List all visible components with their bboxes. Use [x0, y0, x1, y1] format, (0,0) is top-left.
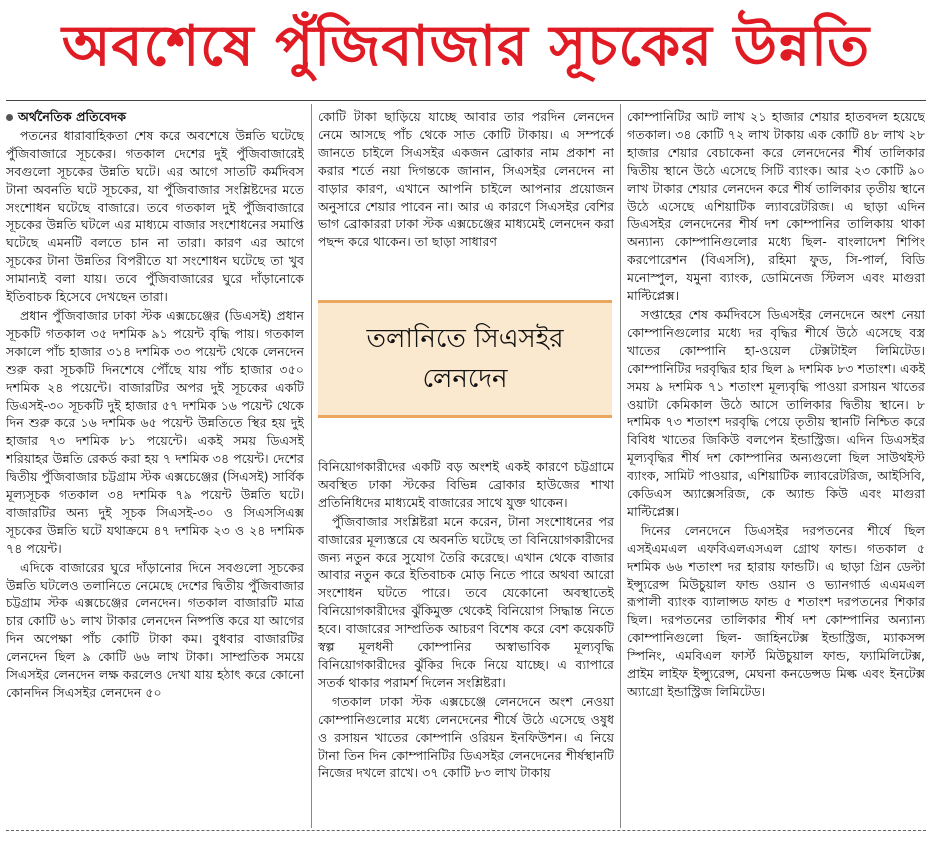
paragraph: দিনের লেনদেনে ডিএসইর দরপতনের শীর্ষে ছিল এসইএমএল এফবিএলএসএল গ্রোথ ফান্ড। গতকাল ৫ দশমিক ৬৬ শতাংশ দর হারায় ফান্ডটি। এ ছাড়া গ্রিন ডেল্টা ইন্স্যুরেন্স মিউচুয়াল ফান্ড ওয়ান ও ভ্যানগার্ড এএমএল রূপালী ব্যাংক ব্যালান্সড ফান্ড ৫ শতাংশ দরপতনের শিকার ছিল। দরপতনের তালিকার শীর্ষ দশ কোম্পানির অন্যান্য কোম্পানিগুলো ছিল- জাহিনটেক্স ইন্ডাস্ট্রিজ, ম্যাকসন্স স্পিনিং, এমবিএল ফার্স্ট মিউচুয়াল ফান্ড, ফ্যামিলিটেক্স, প্রাইম লাইফ ইন্স্যুরেন্স, মেঘনা কনডেন্সড মিল্ক এবং ইনটেক্স অ্যাগ্রো ইন্ডাস্ট্রিজ লিমিটেড। [627, 522, 925, 699]
paragraph: প্রধান পুঁজিবাজার ঢাকা স্টক এক্সচেঞ্জের (ডিএসই) প্রধান সূচকটি গতকাল ৩৫ দশমিক ৯১ পয়েন্ট বৃদ্ধি পায়। গতকাল সকালে পাঁচ হাজার ৩১৪ দশমিক ৩৩ পয়েন্ট থেকে লেনদেন শুরু করা সূচকটি দিনশেষে পৌঁছে যায় পাঁচ হাজার ৩৫০ দশমিক ২৪ পয়েন্টে। বাজারটির অপর দুই সূচকের একটি ডিএসই-৩০ সূচকটি দুই হাজার ৫৭ দশমিক ১৬ পয়েন্ট থেকে দিন শুরু করে ১৬ দশমিক ৬৫ পয়েন্ট উন্নতিতে স্থির হয় দুই হাজার ৭৩ দশমিক ৮১ পয়েন্টে। একই সময় ডিএসই শরিয়াহর উন্নতি রেকর্ড করা হয় ৭ দশমিক ৩৪ পয়েন্ট। দেশের দ্বিতীয় পুঁজিবাজার চট্টগ্রাম স্টক এক্সচেঞ্জের (সিএসই) সার্বিক মূল্যসূচক গতকাল ৩৪ দশমিক ৭৯ পয়েন্ট উন্নতি ঘটে। বাজারটির অন্য দুই সূচক সিএসই-৩০ ও সিএসসিএক্স সূচকের উন্নতি ঘটে যথাক্রমে ৪৭ দশমিক ২৩ ও ২৪ দশমিক ৭৪ পয়েন্ট। [6, 307, 304, 556]
article-column-2-bottom [318, 458, 614, 834]
pull-quote-text: তলানিতে সিএসইর লেনদেন [366, 324, 564, 394]
paragraph: গতকাল ঢাকা স্টক এক্সচেঞ্জে লেনদেনে অংশ নেওয়া কোম্পানিগুলোর মধ্যে লেনদেনের শীর্ষে উঠে এসেছে ওষুধ ও রসায়ন খাতের কোম্পানি ওরিয়ন ইনফিউশন। এ নিয়ে টানা তিন দিন কোম্পানিটির ডিএসইর লেনদেনের শীর্ষস্থানটি নিজের দখলে রাখে। ৩৭ কোটি ৮৩ লাখ টাকায় [318, 693, 614, 781]
paragraph: পুঁজিবাজার সংশ্লিষ্টরা মনে করেন, টানা সংশোধনের পর বাজারের মূল্যস্তরে যে অবনতি ঘটেছে তা বিনিয়োগকারীদের জন্য নতুন করে সুযোগ তৈরি করেছে। এখান থেকে বাজার আবার নতুন করে ইতিবাচক মোড় নিতে পারে অথবা আরো সংশোধন ঘটতে পারে। তবে যেকোনো অবস্থাতেই বিনিয়োগকারীদের ঝুঁকিমুক্ত থেকেই বিনিয়োগ সিদ্ধান্ত নিতে হবে। বাজারের সাম্প্রতিক আচরণ বিশেষ করে বেশ কয়েকটি স্বল্প মূলধনী কোম্পানির অস্বাভাবিক মূল্যবৃদ্ধি বিনিয়োগকারীদের ঝুঁকির দিকে নিয়ে যাচ্ছে। এ ব্যাপারে সতর্ক থাকার পরামর্শ দিলেন সংশ্লিষ্টরা। [318, 513, 614, 690]
article-column-2-top [318, 108, 614, 278]
pull-quote-box [318, 300, 612, 418]
article-column-1 [6, 108, 304, 824]
byline: অর্থনৈতিক প্রতিবেদক [18, 109, 127, 124]
paragraph: কোটি টাকা ছাড়িয়ে যাচ্ছে আবার তার পরদিন লেনদেন নেমে আসছে পাঁচ থেকে সাত কোটি টাকায়। এ সম্পর্কে জানতে চাইলে সিএসইর একজন ব্রোকার নাম প্রকাশ না করার শর্তে নয়া দিগন্তকে জানান, সিএসইর লেনদেন না বাড়ার কারণ, এখানে আপনি চাইলে আপনার প্রয়োজন অনুসারে শেয়ার পাবেন না। আর এ কারণে সিএসইর বেশির ভাগ ব্রোকাররা ঢাকা স্টক এক্সচেঞ্জের মাধ্যমেই লেনদেন করা পছন্দ করে থাকেন। তা ছাড়া সাধারণ [318, 109, 614, 250]
paragraph: পতনের ধারাবাহিকতা শেষ করে অবশেষে উন্নতি ঘটেছে পুঁজিবাজারে সূচকের। গতকাল দেশের দুই পুঁজিবাজারেই সবগুলো সূচকের উন্নতি ঘটে। এর আগে সাতটি কর্মদিবস টানা অবনতি ঘটে সূচকের, যা পুঁজিবাজার সংশ্লিষ্টদের মতে সংশোধন ঘটেছে বাজারে। তবে গতকাল দুই পুঁজিবাজারে সূচকের উন্নতি ঘটলে এর মাধ্যমে বাজার সংশোধনের সমাপ্তি ঘটেছে এমনটি বলতে চান না তারা। কারণ এর আগে সূচকের টানা উন্নতির বিপরীতে যা সংশোধন ঘটেছে তা খুব সামান্যই বলা যায়। তবে পুঁজিবাজারের ঘুরে দাঁড়ানোকে ইতিবাচক হিসেবে দেখছেন তারা। [6, 127, 304, 305]
column-divider [311, 104, 312, 828]
article-headline: অবশেষে পুঁজিবাজার সূচকের উন্নতি [61, 13, 871, 79]
paragraph: বিনিয়োগকারীদের একটি বড় অংশই একই কারণে চট্টগ্রামে অবস্থিত ঢাকা স্টকের বিভিন্ন ব্রোকার হাউজের শাখা প্রতিনিধিদের মাধ্যমেই বাজারের সাথে যুক্ত থাকেন। [318, 459, 614, 510]
paragraph: সপ্তাহের শেষ কর্মদিবসে ডিএসইর লেনদেনে অংশ নেয়া কোম্পানিগুলোর মধ্যে দর বৃদ্ধির শীর্ষে উঠে এসেছে বস্ত্র খাতের কোম্পানি হা-ওয়েল টেক্সটাইল লিমিটেড। কোম্পানিটির দরবৃদ্ধির হার ছিল ৯ দশমিক ৮৩ শতাংশ। একই সময় ৯ দশমিক ৭১ শতাংশ মূল্যবৃদ্ধি পাওয়া রসায়ন খাতের ওয়াটা কেমিকাল উঠে আসে তালিকার দ্বিতীয় স্থানে। ৮ দশমিক ৭৩ শতাংশ দরবৃদ্ধি পেয়ে তৃতীয় স্থানটি নিশ্চিত করে বিবিধ খাতের জিকিউ বলপেন ইন্ডাস্ট্রিজ। এদিন ডিএসইর মূল্যবৃদ্ধির শীর্ষ দশ কোম্পানির অন্যগুলো ছিল সাউথইস্ট ব্যাংক, সামিট পাওয়ার, এশিয়াটিক ল্যাবরেটরিজ, আইসিবি, কেডিএস অ্যাক্সেসরিজ, কে অ্যান্ড কিউ এবং মাগুরা মাল্টিপ্লেক্স। [627, 306, 925, 519]
paragraph: এদিকে বাজারের ঘুরে দাঁড়ানোর দিনে সবগুলো সূচকের উন্নতি ঘটলেও তলানিতে নেমেছে দেশের দ্বিতীয় পুঁজিবাজার চট্টগ্রাম স্টক এক্সচেঞ্জের লেনদেন। গতকাল বাজারটি মাত্র চার কোটি ৬১ লাখ টাকার লেনদেন নিষ্পত্তি করে যা আগের দিন অপেক্ষা পাঁচ কোটি টাকা কম। বুধবার বাজারটির লেনদেন ছিল ৯ কোটি ৬৬ লাখ টাকা। সাম্প্রতিক সময়ে সিএসইর লেনদেন লক্ষ করলেও দেখা যায় হঠাৎ করে কোনো কোনদিন সিএসইর লেনদেন ৫০ [6, 559, 304, 700]
footer-rule [6, 830, 926, 831]
bullet-icon [6, 114, 13, 121]
article-column-3 [627, 108, 925, 824]
paragraph: কোম্পানিটির আট লাখ ২১ হাজার শেয়ার হাতবদল হয়েছে গতকাল। ৩৪ কোটি ৭২ লাখ টাকায় এক কোটি ৪৮ লাখ ২৮ হাজার শেয়ার বেচাকেনা করে লেনদেনের শীর্ষ তালিকার দ্বিতীয় স্থানে উঠে এসেছে সিটি ব্যাংক। আর ২৩ কোটি ৯০ লাখ টাকার শেয়ার লেনদেন করে শীর্ষ তালিকার তৃতীয় স্থানে উঠে এসেছে এশিয়াটিক ল্যাবরেটরিজ। এ ছাড়া এদিন ডিএসইর লেনদেনের শীর্ষ দশ কোম্পানির তালিকায় থাকা অন্যান্য কোম্পানিগুলোর মধ্যে ছিল- বাংলাদেশ শিপিং করপোরেশন (বিএসসি), রহিমা ফুড, সি-পার্ল, বিডি মনোস্পুল, যমুনা ব্যাংক, ডোমিনেজ স্টিলস এবং মাগুরা মাল্টিপ্লেক্স। [627, 109, 925, 304]
column-divider [620, 104, 621, 828]
headline-rule [6, 100, 926, 101]
